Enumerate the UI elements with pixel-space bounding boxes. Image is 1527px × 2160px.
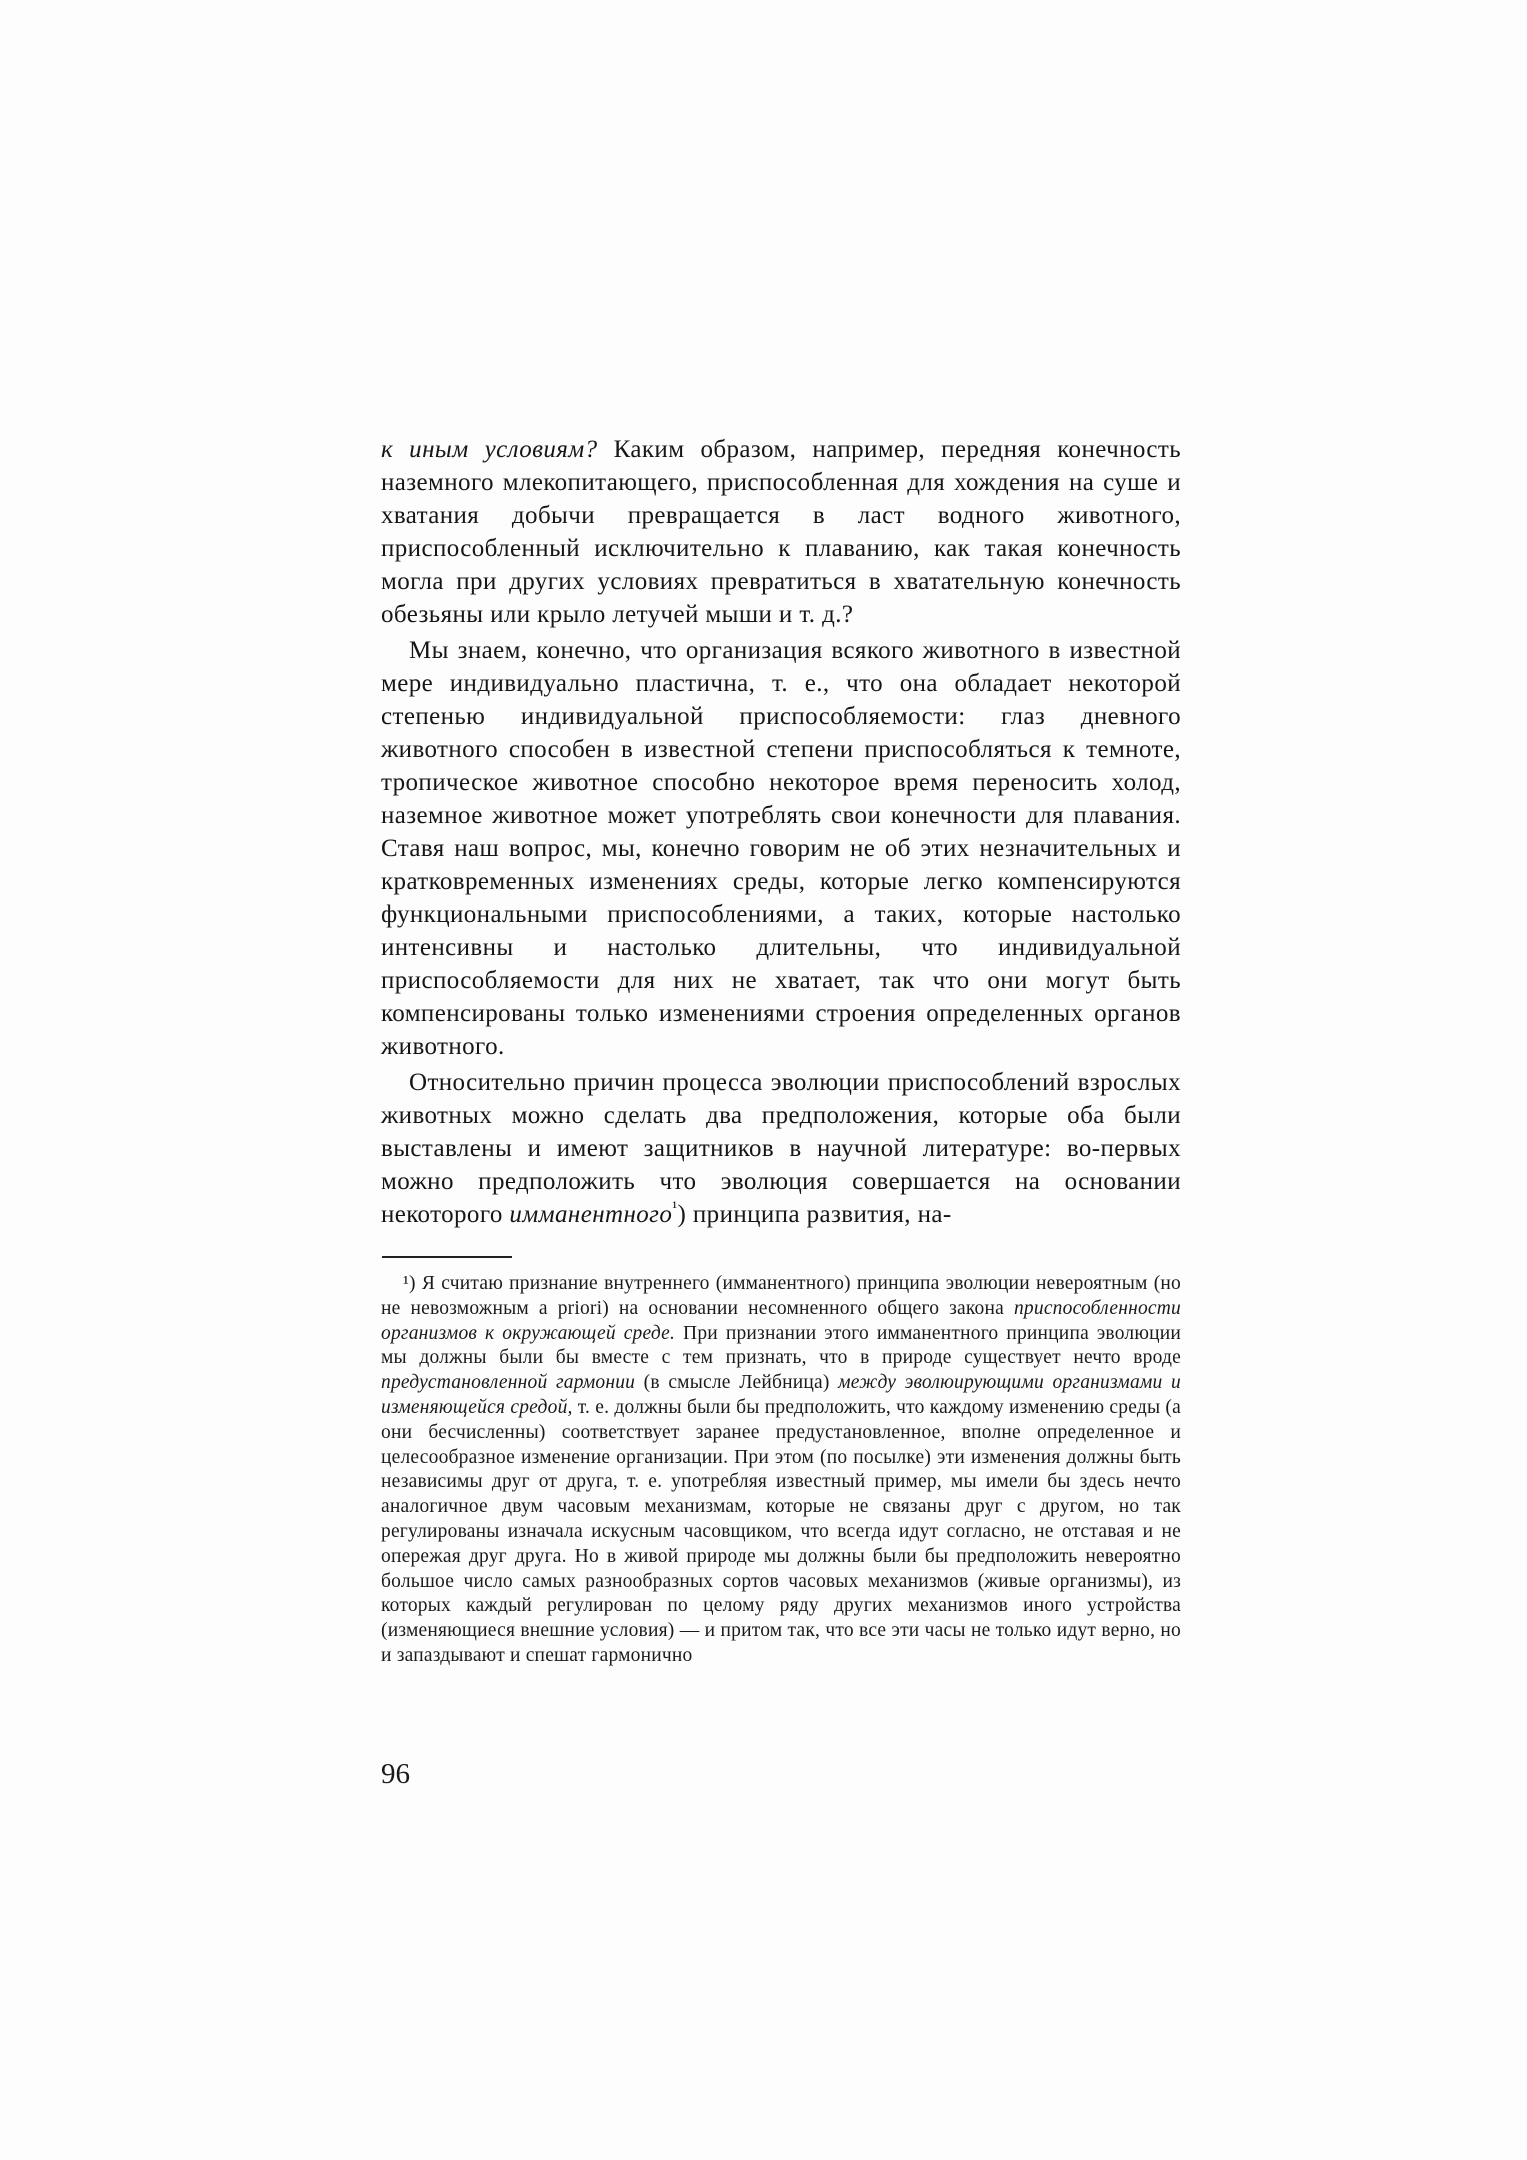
italic-text: имманентного [509, 1201, 673, 1228]
italic-text: приспособленности организмов к окружающей среде. [381, 1297, 1181, 1344]
main-text [381, 433, 1181, 1231]
italic-text: к иным условиям? [381, 436, 598, 463]
page-number: 96 [381, 1758, 410, 1790]
footnote-separator [382, 1256, 512, 1258]
paragraph [381, 1066, 1181, 1231]
italic-text: предустановленной гармонии [381, 1372, 636, 1394]
italic-text: между эволюирующими организмами и изменяющейся средой, [381, 1372, 1181, 1418]
footnote [381, 1272, 1181, 1669]
text-run: Относительно причин процесса эволюции приспособлений взрослых животных можно сделать два предположения, которые оба были выставлены и имеют защитников в научной литературе: во-первых можно предположить что эволюция совершается на основании некоторого [381, 1069, 1181, 1228]
paragraph [381, 634, 1181, 1063]
paragraph [381, 433, 1181, 631]
footnote-marker: ¹ [672, 1198, 678, 1217]
text-run: ¹) Я считаю признание внутреннего (имманентного) принципа эволюции невероятным (но не невозможным a priori) на основании несомненного общего закона [381, 1273, 1181, 1319]
text-run: Каким образом, например, передняя конечность наземного млекопитающего, приспособленная для хождения на суше и хватания добычи превращается в ласт водного животного, приспособленный исключительно к плаванию, как такая конечность могла при других условиях превратиться в хватательную конечность обезьяны или крыло летучей мыши и т. д.? [381, 436, 1181, 628]
text-run: ) принципа развития, на- [677, 1201, 952, 1228]
text-run: (в смысле Лейбница) [635, 1372, 839, 1394]
text-run: При признании этого имманентного принципа эволюции мы должны были бы вместе с тем признать, что в природе существует нечто вроде [381, 1322, 1182, 1369]
text-run: Мы знаем, конечно, что организация всякого животного в известной мере индивидуально пластична, т. е., что она обладает некоторой степенью индивидуальной приспособляемости: глаз дневного животного способен в известной степени приспособляться к темноте, тропическое животное способно некоторое время переносить холод, наземное животное может употреблять свои конечности для плавания. Ставя наш вопрос, мы, конечно говорим не об этих незначительных и кратковременных изменениях среды, которые легко компенсируются функциональными приспособлениями, а таких, которые настолько интенсивны и настолько длительны, что индивидуальной приспособляемости для них не хватает, так что они могут быть компенсированы только изменениями строения определенных органов животного. [381, 637, 1181, 1060]
text-run: т. е. должны были бы предположить, что каждому изменению среды (а они бесчисленны) соответствует заранее предустановленное, вполне определенное и целесообразное изменение организации. При этом (по посылке) эти изменения должны быть независимы друг от друга, т. е. употребляя известный пример, мы имели бы здесь нечто аналогичное двум часовым механизмам, которые не связаны друг с другом, но так регулированы изначала искусным часовщиком, что всегда идут согласно, не отставая и не опережая друг друга. Но в живой природе мы должны были бы предположить невероятно большое число самых разнообразных сортов часовых механизмов (живые организмы), из которых каждый регулирован по целому ряду других механизмов иного устройства (изменяющиеся внешние условия) — и притом так, что все эти часы не только идут верно, но и запаздывают и спешат гармонично [381, 1396, 1181, 1666]
